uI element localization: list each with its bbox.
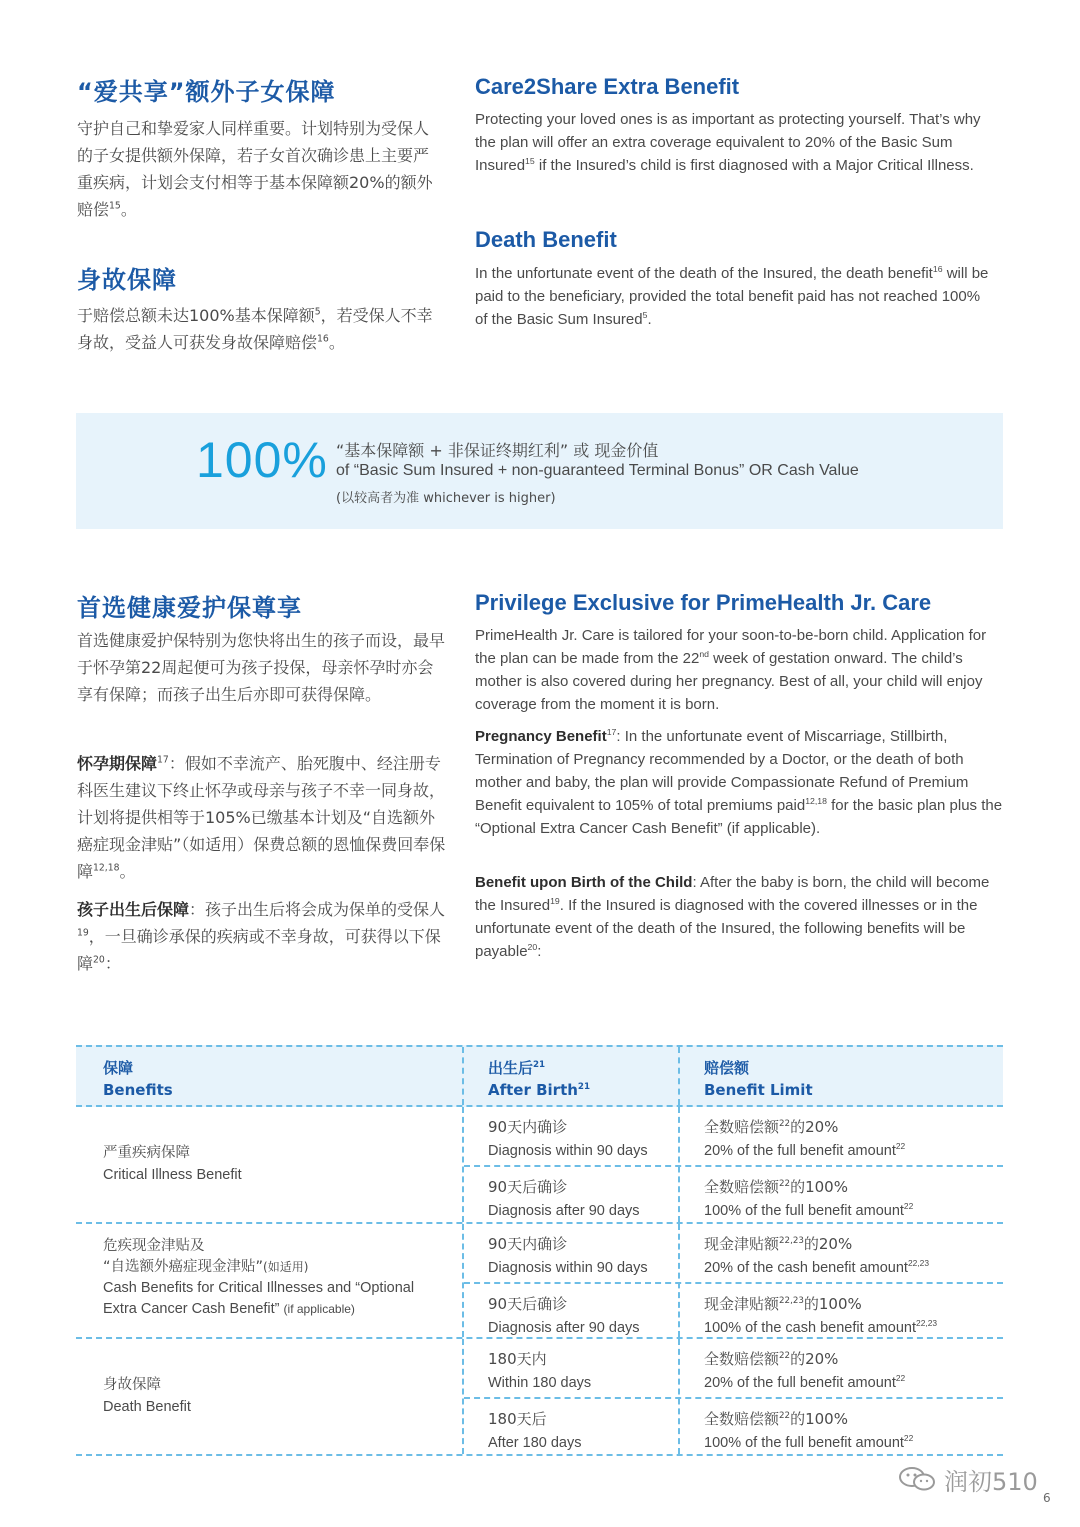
- table-subrow: 90天后确诊 Diagnosis after 90 days 现金津贴额$^{22,23}$的100% 100% of the cash benefit amount$^{22,23}$: [464, 1282, 1003, 1341]
- highlight-line-en: of “Basic Sum Insured + non-guaranteed Terminal Bonus” OR Cash Value: [336, 462, 859, 479]
- table-subrow: 90天内确诊 Diagnosis within 90 days 全数赔偿额$^{22}$的20% 20% of the full benefit amount$^{22}$: [488, 1118, 906, 1159]
- table-subrow: 180天内 Within 180 days 全数赔偿额$^{22}$的20% 20% of the full benefit amount$^{22}$: [488, 1350, 906, 1391]
- death-title-cn: 身故保障: [77, 266, 177, 294]
- death-body-cn: 于赔偿总额未达100%基本保障额$^5$，若受保人不幸身故，受益人可获发身故保障赔偿$^{16}$。: [77, 306, 433, 352]
- privilege-intro-cn: 首选健康爱护保特别为您快将出生的孩子而设，最早于怀孕第22周起便可为孩子投保，母亲怀孕时亦会享有保障；而孩子出生后亦即可获得保障。: [77, 631, 446, 704]
- birth-benefit-cn: 孩子出生后保障：孩子出生后将会成为保单的受保人$^{19}$，一旦确诊承保的疾病或不幸身故，可获得以下保障$^{20}$：: [77, 900, 446, 973]
- table-row-cash-benefits: [76, 1224, 1003, 1339]
- wechat-icon: [898, 1466, 938, 1492]
- table-header: [76, 1045, 1003, 1107]
- death-title-en: Death Benefit: [475, 227, 617, 252]
- privilege-title-cn: 首选健康爱护保尊享: [77, 594, 302, 622]
- table-row-death-benefit: [76, 1339, 1003, 1456]
- highlight-note: (以较高者为准 whichever is higher): [336, 491, 556, 506]
- care2share-title-en: Care2Share Extra Benefit: [475, 74, 740, 99]
- header-after-birth: 出生后$^{21}$ After Birth$^{21}$: [488, 1059, 591, 1099]
- care2share-body-en: Protecting your loved ones is as important as protecting yourself. That’s why the plan will offer an extra coverage equivalent to 20% of the Basic Sum Insured$^{15}$ if the Insured’s child is first diagnosed with a Major Critical Illness.: [475, 111, 981, 174]
- care2share-body-cn: 守护自己和挚爱家人同样重要。计划特别为受保人的子女提供额外保障，若子女首次确诊患上主要严重疾病，计划会支付相等于基本保障额20%的额外赔偿$^{15}$。: [77, 119, 433, 219]
- table-subrow: 180天后 After 180 days 全数赔偿额$^{22}$的100% 100% of the full benefit amount$^{22}$: [464, 1397, 1003, 1456]
- privilege-intro-en: PrimeHealth Jr. Care is tailored for your soon-to-be-born child. Application for the plan can be made from the 22nd week of gestation onward. The child’s mother is also covered during her pregnancy. Best of all, your child will enjoy coverage from the moment it is born.: [475, 627, 987, 713]
- highlight-line-cn: “基本保障额 + 非保证终期红利” 或 现金价值: [336, 441, 659, 460]
- highlight-percentage: 100%: [196, 432, 328, 488]
- header-benefits: 保障 Benefits: [103, 1059, 173, 1099]
- page-number: 6: [1043, 1491, 1051, 1505]
- header-benefit-limit: 赔偿额 Benefit Limit: [704, 1059, 813, 1099]
- privilege-title-en: Privilege Exclusive for PrimeHealth Jr. Care: [475, 590, 932, 615]
- benefit-name: 身故保障 Death Benefit: [103, 1377, 191, 1415]
- table-row-critical-illness: [76, 1107, 1003, 1224]
- pregnancy-benefit-en: Pregnancy Benefit$^{17}$: In the unfortunate event of Miscarriage, Stillbirth, Termination of Pregnancy recommended by a Doctor, or the death of both mother and baby, the plan will provide Compassionate Refund of Premium Benefit equivalent to 105% of total premiums paid$^{12,18}$ for the basic plan plus the “Optional Extra Cancer Cash Benefit” (if applicable).: [475, 727, 1003, 837]
- death-body-en: In the unfortunate event of the death of the Insured, the death benefit$^{16}$ will be paid to the beneficiary, provided the total benefit paid has not reached 100% of the Basic Sum Insured$^5$.: [475, 264, 989, 328]
- watermark-text: 润初510: [944, 1468, 1038, 1496]
- care2share-title-cn: “爱共享”额外子女保障: [77, 78, 336, 106]
- benefit-name: 严重疾病保障 Critical Illness Benefit: [103, 1145, 242, 1183]
- table-subrow: 90天内确诊 Diagnosis within 90 days 现金津贴额$^{22,23}$的20% 20% of the cash benefit amount$^{22,23}$: [488, 1235, 929, 1276]
- birth-benefit-en: Benefit upon Birth of the Child: After the baby is born, the child will become the Insured$^{19}$. If the Insured is diagnosed with the covered illnesses or in the unfortunate event of the death of the Insured, the following benefits will be payable$^{20}$:: [475, 874, 990, 960]
- table-subrow: 90天后确诊 Diagnosis after 90 days 全数赔偿额$^{22}$的100% 100% of the full benefit amount$^{22}$: [464, 1165, 1003, 1224]
- pregnancy-benefit-cn: 怀孕期保障$^{17}$：假如不幸流产、胎死腹中、经注册专科医生建议下终止怀孕或母亲与孩子不幸一同身故，计划将提供相等于105%已缴基本计划及“自选额外癌症现金津贴”（如适用）保费总额的恩恤保费回奉保障$^{12,18}$。: [77, 754, 446, 881]
- benefit-name: 危疾现金津贴及 “自选额外癌症现金津贴”(如适用) Cash Benefits for Critical Illnesses and “Optional Extra Cancer Cash Benefit” (if applicable): [103, 1238, 415, 1317]
- benefits-table: [76, 1045, 1003, 1456]
